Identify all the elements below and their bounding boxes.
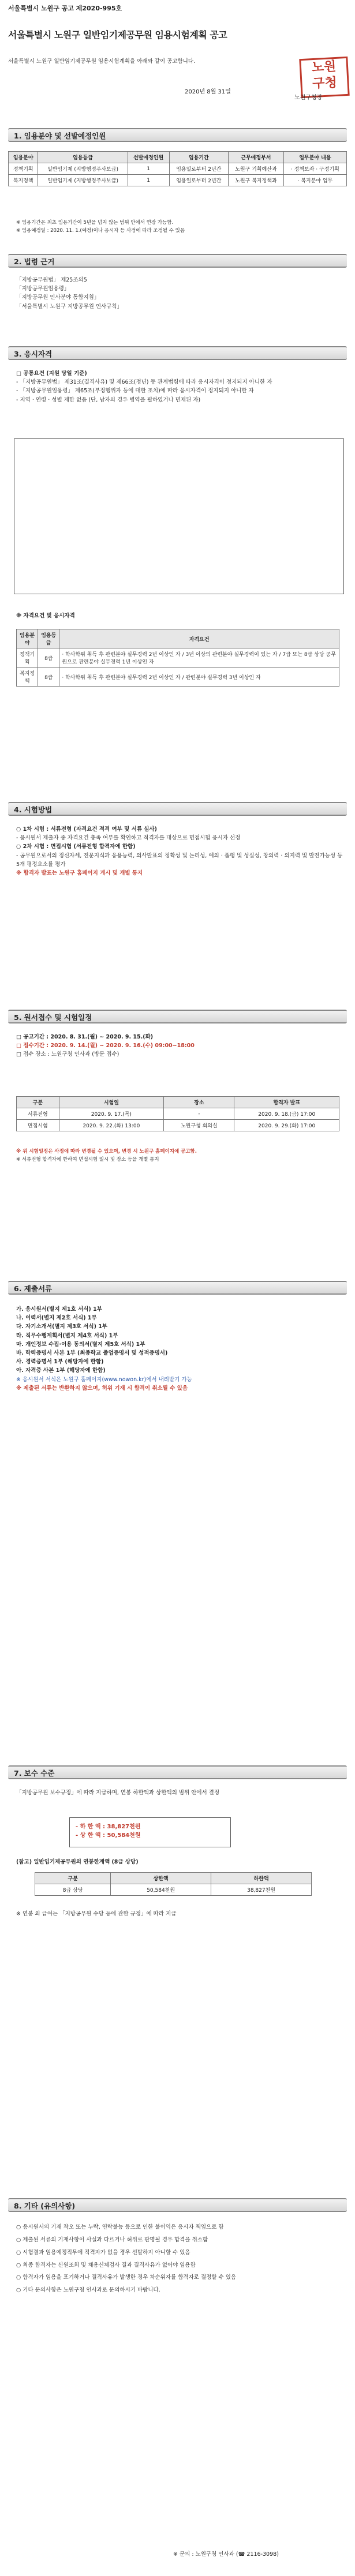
salary-box: - 하 한 액 : 38,827천원 - 상 한 액 : 50,584천원 <box>69 1817 231 1847</box>
col-count: 선발예정인원 <box>128 152 169 163</box>
contact-info: ※ 문의 : 노원구청 인사과 (☎ 2116-3098) <box>173 2551 279 2558</box>
list-item: 마. 개인정보 수집·이용 동의서(별지 제5호 서식) 1부 <box>16 1341 145 1348</box>
section-2-heading: 2. 법령 근거 <box>8 254 347 268</box>
list-item: 라. 직무수행계획서(별지 제4호 서식) 1부 <box>16 1332 118 1339</box>
positions-table <box>8 151 347 186</box>
list-item: - 지역 · 연령 · 성별 제한 없음 (단, 남자의 경우 병역을 필하였거나 면제된 자) <box>16 396 201 403</box>
list-item: ○ 최종 합격자는 신원조회 및 채용신체검사 결과 결격사유가 없어야 임용함 <box>16 2262 196 2268</box>
eligibility-box <box>14 438 344 594</box>
list-item: 다. 자기소개서(별지 제3호 서식) 1부 <box>16 1323 108 1330</box>
page-title: 서울특별시 노원구 일반임기제공무원 임용시험계획 공고 <box>8 29 227 40</box>
law-list <box>16 276 345 311</box>
table-row: 복지정책 일반임기제 (지방행정주사보급) 1 임용일로부터 2년간 노원구 복지정책과 · 복지분야 업무 <box>9 175 347 186</box>
exam-method-text: ○ 1차 시험 : 서류전형 (자격요건 적격 여부 및 서류 심사) - 응시원서 제출자 중 자격요건 충족 여부를 확인하고 적격자를 대상으로 면접시험 응시자 선정 ○ 2차 시험 : 면접시험 (서류전형 합격자에 한함) - 공무원으로서의 정신자세, 전문지식과 응용능력, 의사발표의 정확성 및 논리성, 예의 · 품행 및 성실성, 창의력 · 의지력 및 발전가능성 등 5개 평정요소를 평가 ※ 합격자 발표는 노원구 홈페이지 게시 및 개별 통지 <box>16 826 345 876</box>
list-item: - 「지방공무원임용령」 제65조(부정행위자 등에 대한 조치)에 따라 응시자격이 정지되지 아니한 자 <box>16 388 254 395</box>
schedule-notes: ※ 위 시험일정은 사정에 따라 변경될 수 있으며, 변경 시 노원구 홈페이지에 공고함. ※ 서류전형 합격자에 한하여 면접시험 일시 및 장소 등을 개별 통지 <box>16 1149 197 1163</box>
list-item: ○ 응시원서의 기재 착오 또는 누락, 연락불능 등으로 인한 불이익은 응시자 책임으로 함 <box>16 2224 224 2230</box>
list-item: 사. 경력증명서 1부 (해당자에 한함) <box>16 1359 104 1366</box>
section-3-heading: 3. 응시자격 <box>8 346 347 360</box>
list-item: 나. 이력서(별지 제2호 서식) 1부 <box>16 1315 97 1322</box>
section-5-heading: 5. 원서접수 및 시험일정 <box>8 1010 347 1023</box>
section-6-heading: 6. 제출서류 <box>8 1281 347 1295</box>
col-grade: 임용등급 <box>38 152 128 163</box>
list-item: ○ 합격자가 임용을 포기하거나 결격사유가 발생한 경우 차순위자를 합격자로 결정할 수 있음 <box>16 2274 237 2281</box>
issuer-label: 노원구청장 <box>294 95 323 101</box>
notice-number: 서울특별시 노원구 공고 제2020-995호 <box>8 5 122 12</box>
list-item: - 「지방공무원법」 제31조(결격사유) 및 제66조(정년) 등 관계법령에 따라 응시자격이 정지되지 아니한 자 <box>16 379 272 386</box>
table-row: 면접시험 2020. 9. 22.(화) 13:00 노원구청 회의실 2020. 9. 29.(화) 17:00 <box>17 1120 339 1131</box>
eligibility-text: □ 공통요건 (지원 당일 기준) - 「지방공무원법」 제31조(결격사유) 및 제66조(정년) 등 관계법령에 따라 응시자격이 정지되지 아니한 자 - 「지방공무원임용령」 제65조(부정행위자 등에 대한 조치)에 따라 응시자격이 정지되지 아니한 자 - 지역 · 연령 · 성별 제한 없음 (단, 남자의 경우 병역을 필하였거나 면제된 자) <box>16 369 345 404</box>
table-row: 서류전형 2020. 9. 17.(목) - 2020. 9. 18.(금) 17:00 <box>17 1108 339 1120</box>
salary-text: 「지방공무원 보수규정」에 따라 지급하며, 연봉 하한액과 상한액의 범위 안에서 결정 <box>16 1790 220 1796</box>
col-dept: 근무예정부서 <box>229 152 284 163</box>
official-seal: 노원 구청 <box>299 57 349 98</box>
table-row: 8급 상당 50,584천원 38,827천원 <box>35 1884 312 1896</box>
intro-text: 서울특별시 노원구 일반임기제공무원 임용시험계획을 아래와 같이 공고합니다. <box>8 58 195 65</box>
section-7-heading: 7. 보수 수준 <box>8 1765 347 1779</box>
qualification-table-title: ※ 자격요건 및 응시자격 <box>16 613 75 619</box>
section-1-heading: 1. 임용분야 및 선발예정인원 <box>8 128 347 142</box>
table-row: 복지정책 8급 · 학사학위 취득 후 관련분야 실무경력 2년 이상인 자 / 관련분야 실무경력 3년 이상인 자 <box>17 668 339 687</box>
list-item: 「지방공무원 인사분야 통합지침」 <box>16 294 100 301</box>
table-row: 정책기획 일반임기제 (지방행정주사보급) 1 임용일로부터 2년간 노원구 기획예산과 · 정책보좌 · 구정기획 <box>9 163 347 175</box>
col-duties: 업무분야 내용 <box>283 152 346 163</box>
qualification-table: 임용분야 임용등급 자격요건 정책기획 8급 · 학사학위 취득 후 관련분야 실무경력 2년 이상인 자 / 3년 이상의 관련분야 실무경력이 있는 자 / 7급 또는 8급 상당 공무원으로 관련분야 실무경력 1년 이상인 자 복지정책 8급 · 학사학위 취득 후 관련분야 실무경력 2년 이상인 자 / 관련분야 실무경력 3년 이상인 자 <box>16 629 339 687</box>
salary-note: ※ 연봉 외 급여는 「지방공무원 수당 등에 관한 규정」에 따라 지급 <box>16 1911 177 1917</box>
list-item: 「지방공무원법」 제25조의5 <box>16 277 87 283</box>
schedule-text: □ 공고기간 : 2020. 8. 31.(월) ~ 2020. 9. 15.(화) □ 접수기간 : 2020. 9. 14.(월) ~ 2020. 9. 16.(수) 09:00~18:00 □ 접수 장소 : 노원구청 인사과 (방문 접수) <box>16 1034 195 1058</box>
list-item: 가. 응시원서(별지 제1호 서식) 1부 <box>16 1306 102 1313</box>
salary-table-title: (참고) 일반임기제공무원의 연봉한계액 (8급 상당) <box>16 1859 139 1865</box>
list-item: ○ 기타 문의사항은 노원구청 인사과로 문의하시기 바랍니다. <box>16 2287 160 2294</box>
col-term: 임용기간 <box>169 152 228 163</box>
section-8-heading: 8. 기타 (유의사항) <box>8 2198 347 2212</box>
list-item: 바. 학력증명서 사본 1부 (최종학교 졸업증명서 및 성적증명서) <box>16 1349 168 1356</box>
schedule-table: 구분 시험일 장소 합격자 발표 서류전형 2020. 9. 17.(목) - 2020. 9. 18.(금) 17:00 면접시험 2020. 9. 22.(화) 13:00 노원구청 회의실 2020. 9. 29.(화) 17:00 <box>16 1096 339 1131</box>
table-row: 정책기획 8급 · 학사학위 취득 후 관련분야 실무경력 2년 이상인 자 / 3년 이상의 관련분야 실무경력이 있는 자 / 7급 또는 8급 상당 공무원으로 관련분야 실무경력 1년 이상인 자 <box>17 648 339 668</box>
section-1-notes: ※ 임용기간은 최초 임용기간이 5년을 넘지 않는 범위 안에서 연장 가능함. ※ 임용예정일 : 2020. 11. 1.(예정)이나 응시자 등 사정에 따라 조정될 수 있음 <box>16 220 185 234</box>
col-field: 임용분야 <box>9 152 38 163</box>
list-item: ○ 시험결과 임용예정직무에 적격자가 없을 경우 선발하지 아니할 수 있음 <box>16 2249 190 2256</box>
notes-list <box>16 2221 345 2297</box>
list-item: 「서울특별시 노원구 지방공무원 인사규칙」 <box>16 303 123 310</box>
list-item: 아. 자격증 사본 1부 (해당자에 한함) <box>16 1367 106 1374</box>
notice-date: 2020년 8월 31일 <box>185 89 231 95</box>
list-item: 「지방공무원임용령」 <box>16 286 70 293</box>
section-4-heading: 4. 시험방법 <box>8 802 347 816</box>
list-item: ○ 제출된 서류의 기재사항이 사실과 다르거나 허위로 판명될 경우 합격을 취소함 <box>16 2236 208 2243</box>
documents-list: 가. 응시원서(별지 제1호 서식) 1부 나. 이력서(별지 제2호 서식) 1부 다. 자기소개서(별지 제3호 서식) 1부 라. 직무수행계획서(별지 제4호 서식) 1부 마. 개인정보 수집·이용 동의서(별지 제5호 서식) 1부 바. 학력증명서 사본 1부 (최종학교 졸업증명서 및 성적증명서) 사. 경력증명서 1부 (해당자에 한함) 아. 자격증 사본 1부 (해당자에 한함) ※ 응시원서 서식은 노원구 홈페이지(www.nowon.kr)에서 내려받기 가능 ※ 제출된 서류는 반환하지 않으며, 허위 기재 시 합격이 취소될 수 있음 <box>16 1305 345 1393</box>
salary-table: 구분 상한액 하한액 8급 상당 50,584천원 38,827천원 <box>35 1872 312 1896</box>
